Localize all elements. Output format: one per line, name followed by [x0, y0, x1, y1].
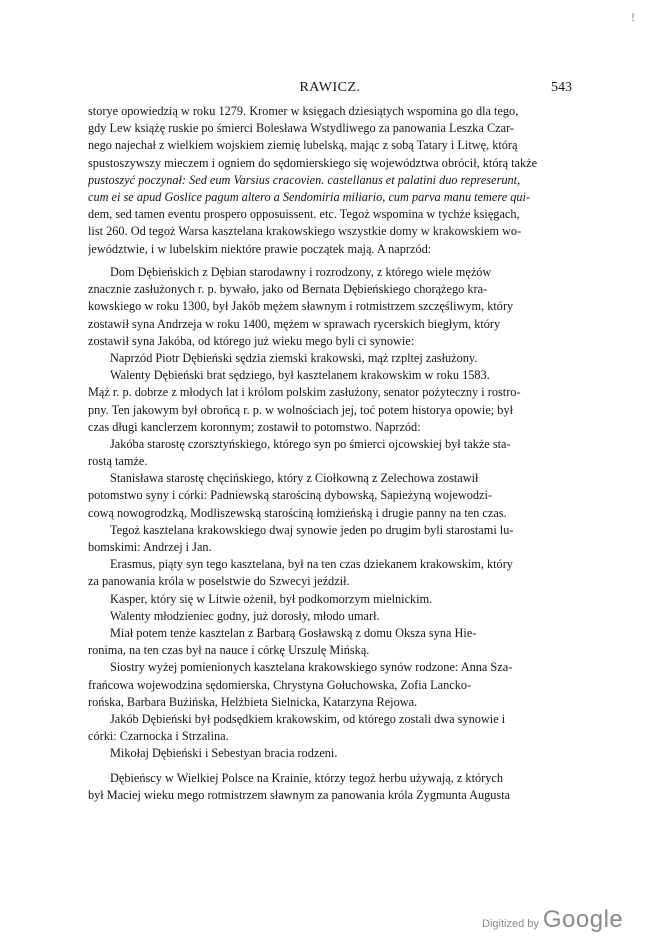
text-line: jewództwie, i w lubelskim niektóre prawie początek mają. A naprzód: [88, 241, 432, 256]
text-line: córki: Czarnocka i Strzalina. [88, 729, 229, 744]
text-line: rońska, Barbara Bużińska, Helżbieta Sielnicka, Katarzyna Rejowa. [88, 694, 418, 709]
text-line: Stanisława starostę chęcińskiego, który z Ciołkowną z Zelechowa zostawił [110, 471, 479, 486]
running-title: RAWICZ. [299, 80, 361, 95]
text-line: nego najechał z wielkiem wojskiem ziemię lubelską, mając z sobą Tatary i Litwę, którą [88, 138, 518, 153]
text-line: bomskimi: Andrzej i Jan. [88, 540, 212, 554]
text-line: potomstwo syny i córki: Padniewską starościną dybowską, Sapieżyną wojewodzi- [88, 488, 493, 503]
text-line: spustoszywszy mieczem i ogniem do sędomierskiego się województwa obrócił, którą także [88, 155, 538, 170]
text-line: Dębieńscy w Wielkiej Polsce na Krainie, którzy tegoż herbu używają, z których [110, 771, 503, 785]
page-number: 543 [551, 80, 572, 95]
text-line: rostą tamże. [88, 454, 148, 469]
watermark-prefix: Digitized by [482, 918, 539, 930]
text-line: storye opowiedzią w roku 1279. Kromer w księgach dziesiątych wspomina go dla tego, [88, 104, 519, 118]
paragraph-debienscy [88, 770, 572, 804]
text-line: Siostry wyżej pomienionych kasztelana krakowskiego synów rodzone: Anna Sza- [110, 660, 513, 675]
text-line: Jakóba starostę czorsztyńskiego, którego syn po śmierci ojcowskiej był także sta- [110, 436, 511, 451]
text-line: pustoszyć poczynał: Sed eum Varsius cracovien. castellanus et palatini duo represerunt, [88, 172, 521, 187]
text-line: znacznie zasłużonych r. p. bywało, jako od Bernata Dębieńskiego chorążego kra- [88, 282, 488, 297]
text-line: Mikołaj Dębieński i Sebestyan bracia rodzeni. [110, 746, 338, 761]
text-line: Walenty Dębieński brat sędziego, był kasztelanem krakowskim w roku 1583. [110, 368, 490, 383]
paragraph-continuation [88, 103, 572, 258]
text-line: Mąż r. p. dobrze z młodych lat i królom polskim zasłużony, senator pożyteczny i rostro- [88, 385, 521, 400]
corner-mark: ! [631, 10, 635, 24]
text-line: zostawił syna Andrzeja w roku 1400, mężem w sprawach rycerskich biegłym, który [88, 316, 501, 331]
google-logo: Google [542, 906, 624, 933]
text-line: gdy Lew książę ruskie po śmierci Bolesława Wstydliwego za panowania Leszka Czar- [88, 121, 515, 136]
text-line: Miał potem tenże kasztelan z Barbarą Gosławską z domu Oksza syna Hie- [110, 625, 477, 640]
text-line: ronima, na ten czas był na nauce i córkę Urszulę Mińską. [88, 643, 370, 658]
text-line: Naprzód Piotr Dębieński sędzia ziemski krakowski, mąż rzpltej zasłużony. [110, 350, 478, 365]
text-line: list 260. Od tegoż Warsa kasztelana krakowskiego wszystkie domy w krakowskiem wo- [88, 224, 522, 239]
text-line: frańcowa wojewodzina sędomierska, Chrystyna Gołuchowska, Zofia Lancko- [88, 677, 472, 692]
text-line: zostawił syna Jakóba, od którego już wieku mego byli ci synowie: [88, 333, 415, 348]
text-line: Walenty młodzieniec godny, już dorosły, młodo umarł. [110, 608, 380, 623]
text-line: Erasmus, piąty syn tego kasztelana, był na ten czas dziekanem krakowskim, który [110, 557, 513, 572]
digitized-watermark [482, 906, 623, 934]
text-line: Tegoż kasztelana krakowskiego dwaj synowie jeden po drugim byli starostami lu- [110, 522, 514, 537]
family-section [88, 264, 572, 762]
text-line: dem, sed tamen eventu prospero opposuissent. etc. Tegoż wspomina w tychże księgach, [88, 207, 520, 222]
text-line: za panowania króla w poselstwie do Szwecyi jeździł. [88, 574, 350, 589]
text-line: Dom Dębieńskich z Dębian starodawny i rozrodzony, z którego wiele mężów [110, 265, 492, 279]
page-header [88, 80, 572, 98]
text-line: Kasper, który się w Litwie ożenił, był podkomorzym mielnickim. [110, 591, 433, 606]
text-line: cum ei se apud Goslice pagum altero a Sendomiria miliario, cum parva manu temere qui- [88, 189, 531, 204]
text-line: cową nowogrodzką, Modliszewską starościną łomżieńską i drugie panny na ten czas. [88, 505, 507, 520]
text-line: był Maciej wieku mego rotmistrzem sławnym za panowania króla Zygmunta Augusta [88, 788, 511, 803]
text-line: czas długi kanclerzem koronnym; zostawił to potomstwo. Naprzód: [88, 419, 421, 434]
text-line: Jakób Dębieński był podsędkiem krakowskim, od którego zostali dwa synowie i [110, 711, 506, 726]
text-line: kowskiego w roku 1300, był Jakób mężem sławnym i rotmistrzem szczęśliwym, który [88, 299, 514, 314]
text-line: pny. Ten jakowym był obrońcą r. p. w wolnościach jej, toć potem historya opowie; był [88, 402, 514, 417]
